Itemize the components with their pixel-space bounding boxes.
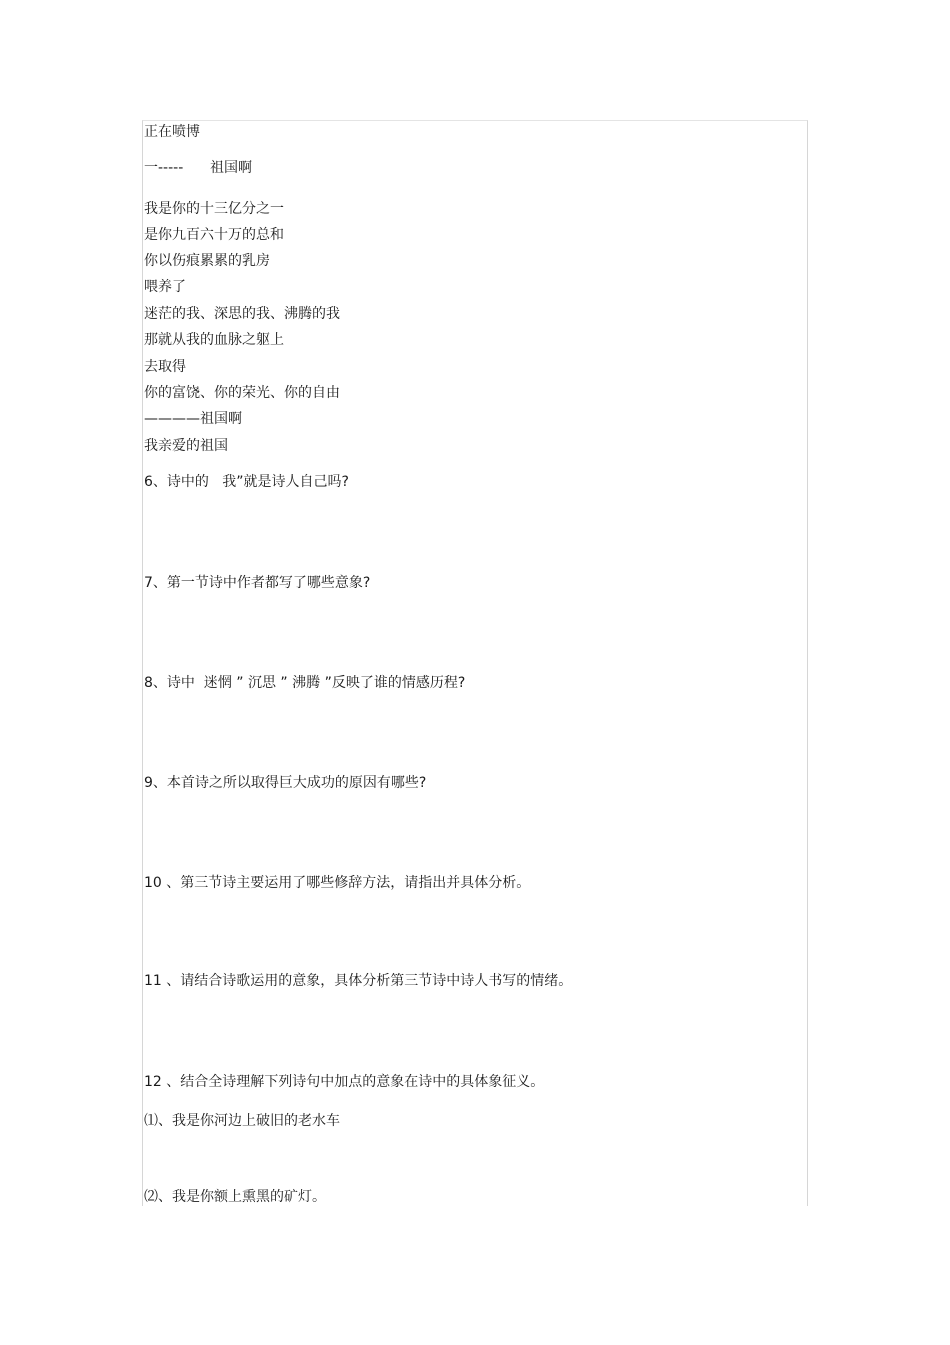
poem-line: 那就从我的血脉之躯上 <box>144 332 284 348</box>
poem-line: 去取得 <box>144 359 186 375</box>
poem-line: ————祖国啊 <box>144 411 242 427</box>
poem-line: 迷茫的我、深思的我、沸腾的我 <box>144 306 340 322</box>
question-12: 12 、结合全诗理解下列诗句中加点的意象在诗中的具体象征义。 <box>144 1074 545 1090</box>
question-7: 7、第一节诗中作者都写了哪些意象? <box>144 575 371 591</box>
question-12-item-1: ⑴、我是你河边上破旧的老水车 <box>144 1113 340 1129</box>
question-9: 9、本首诗之所以取得巨大成功的原因有哪些? <box>144 775 427 791</box>
question-10: 10 、第三节诗主要运用了哪些修辞方法，请指出并具体分析。 <box>144 875 531 891</box>
poem-line: 你的富饶、你的荣光、你的自由 <box>144 385 340 401</box>
question-8: 8、诗中 迷惘 ” 沉思 ” 沸腾 ”反映了谁的情感历程? <box>144 675 466 691</box>
poem-line: 我是你的十三亿分之一 <box>144 201 284 217</box>
poem-line: 是你九百六十万的总和 <box>144 227 284 243</box>
question-12-item-2: ⑵、我是你额上熏黑的矿灯。 <box>144 1189 326 1205</box>
poem-line: 我亲爱的祖国 <box>144 438 228 454</box>
question-11: 11 、请结合诗歌运用的意象，具体分析第三节诗中诗人书写的情绪。 <box>144 973 573 989</box>
poem-header-line: 正在喷博 <box>144 124 200 140</box>
poem-line: 你以伤痕累累的乳房 <box>144 253 270 269</box>
question-6: 6、诗中的 我”就是诗人自己吗? <box>144 474 349 490</box>
poem-dedication: 一----- 祖国啊 <box>144 160 252 176</box>
page-frame <box>142 120 808 1206</box>
poem-line: 喂养了 <box>144 279 186 295</box>
